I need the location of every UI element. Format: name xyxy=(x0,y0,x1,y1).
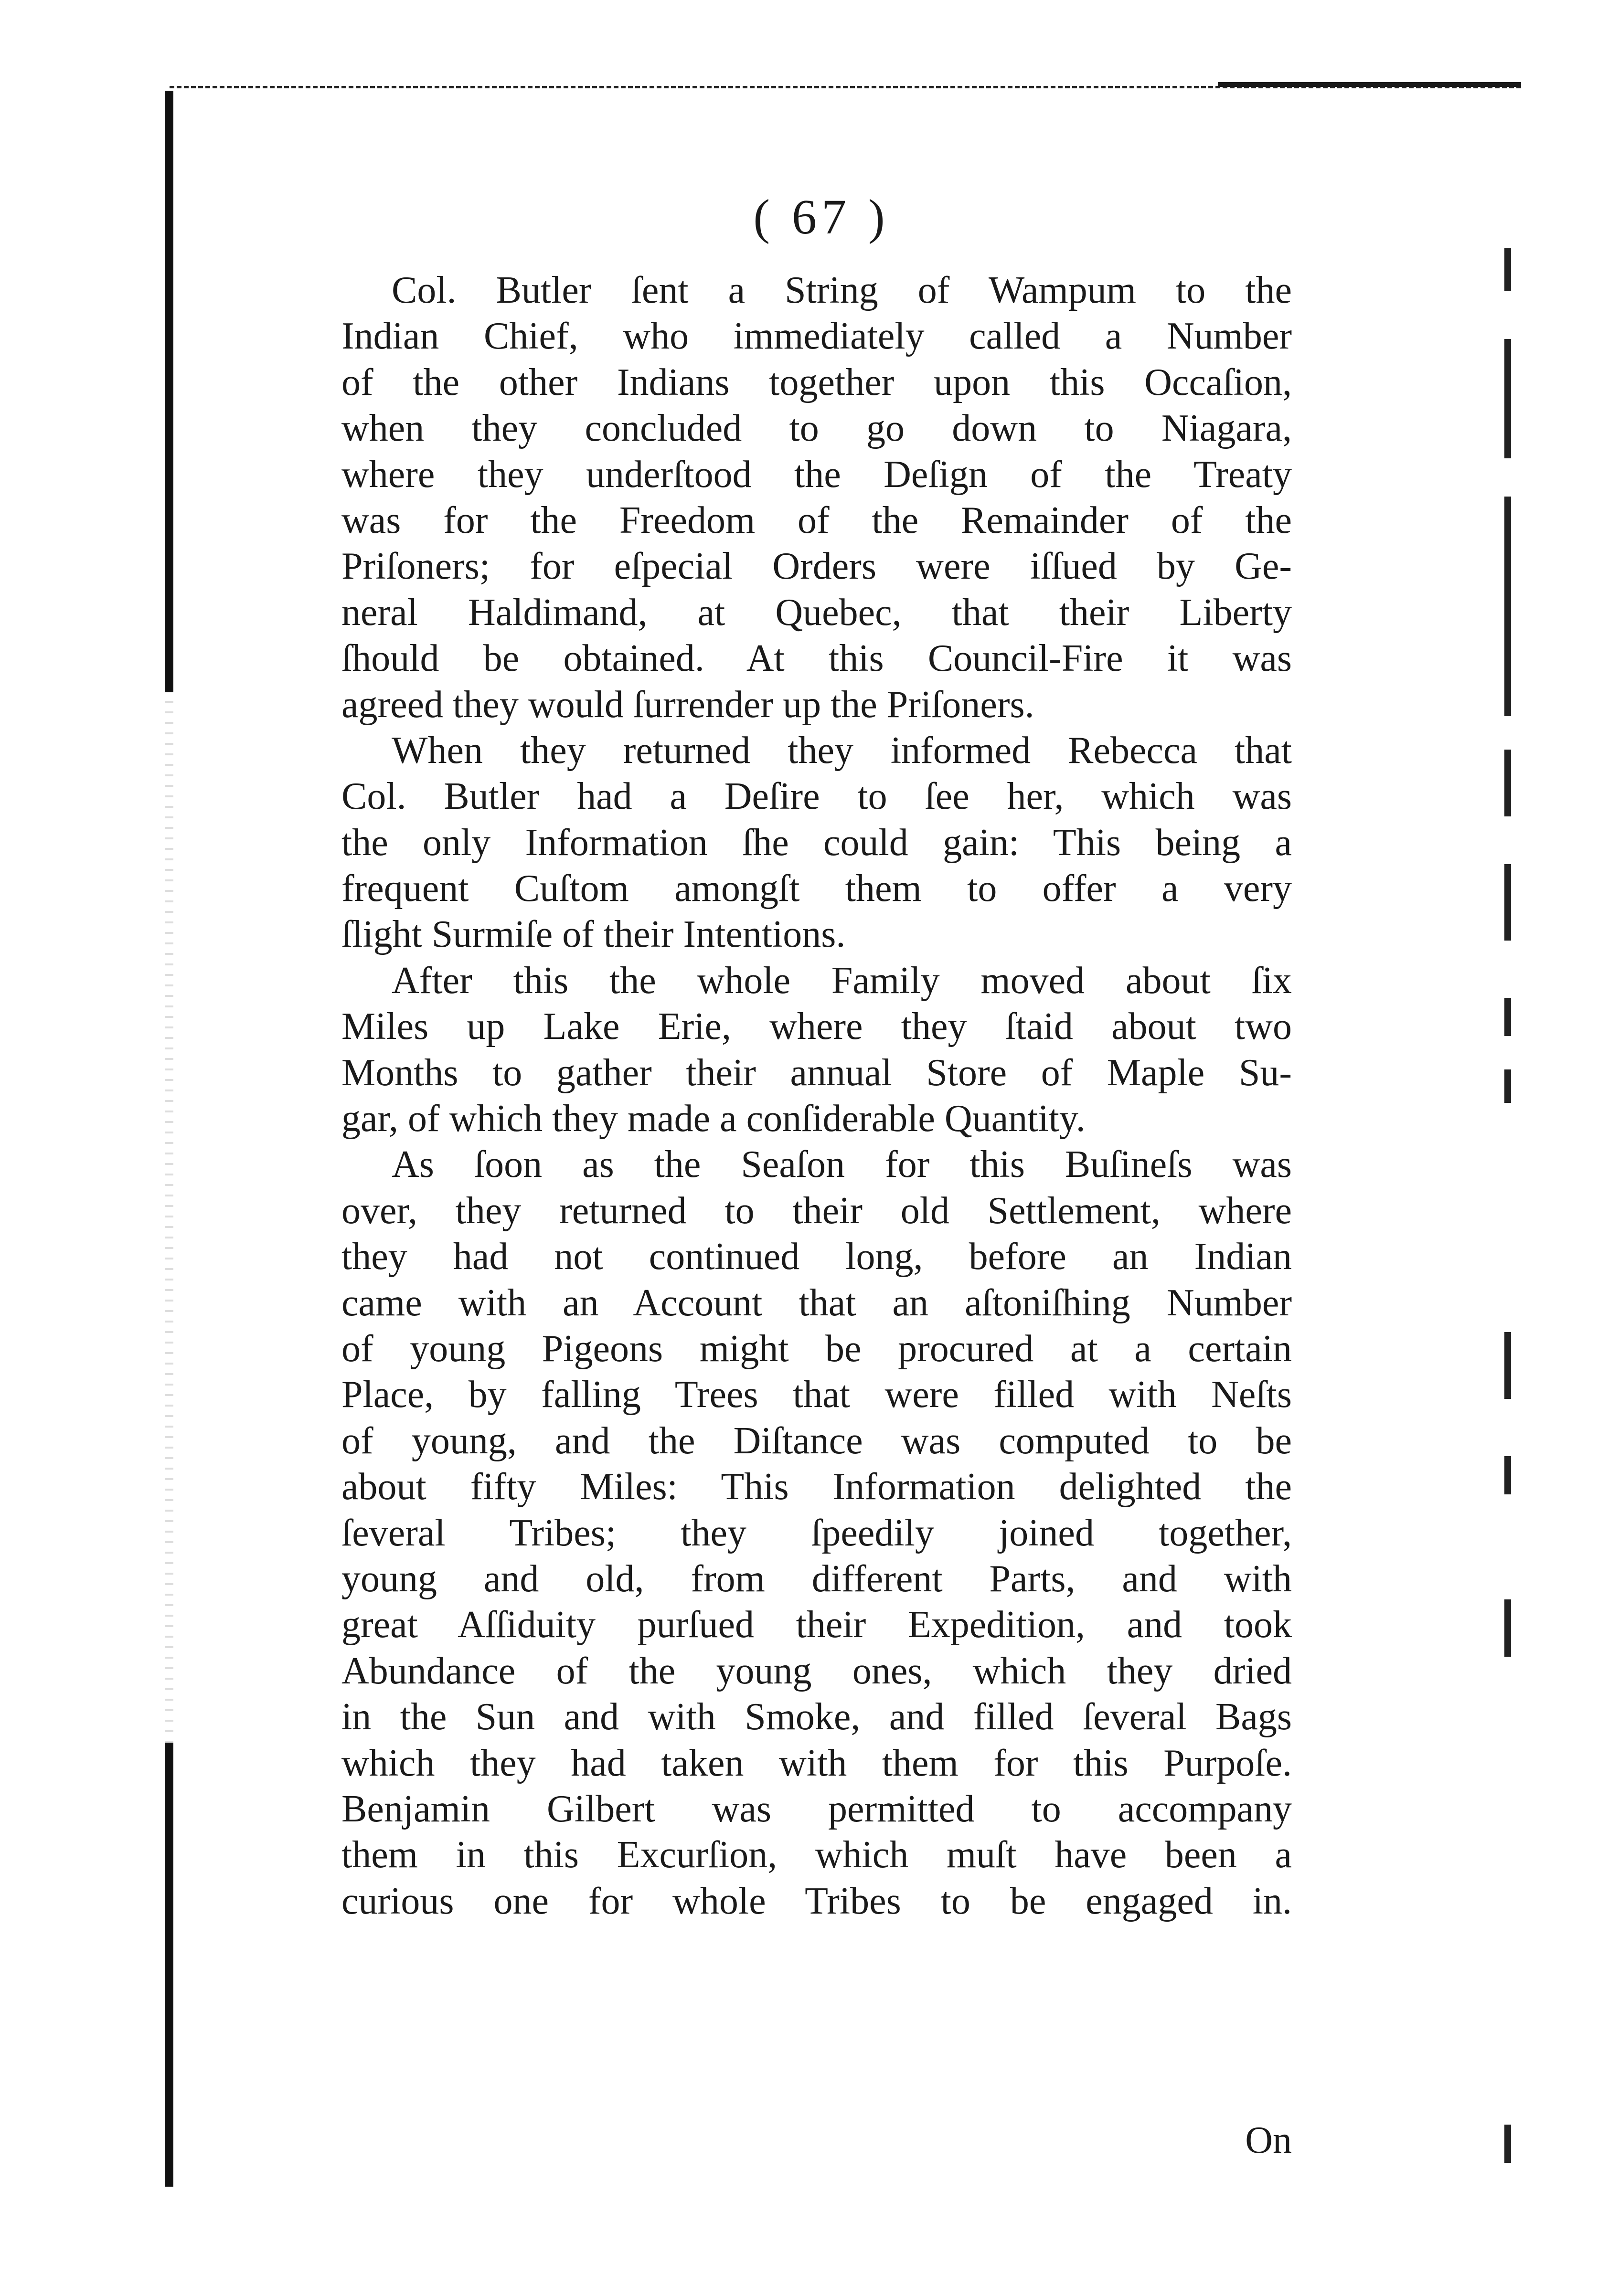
text-line: where they underſtood the Deſign of the Treaty xyxy=(341,453,1292,496)
text-line: ſhould be obtained. At this Council-Fire it was xyxy=(341,637,1292,680)
text-line: of young Pigeons might be procured at a certain xyxy=(341,1327,1292,1370)
text-line: As ſoon as the Seaſon for this Buſineſs was xyxy=(392,1143,1292,1186)
text-line: great Aſſiduity purſued their Expedition, and took xyxy=(341,1604,1292,1646)
text-line: agreed they would ſurrender up the Priſoners. xyxy=(341,683,1034,726)
text-line: they had not continued long, before an Indian xyxy=(341,1236,1292,1278)
text-line: Months to gather their annual Store of Maple Su- xyxy=(341,1051,1292,1094)
page-number: ( 67 ) xyxy=(753,190,890,244)
text-line: which they had taken with them for this Purpoſe. xyxy=(341,1742,1292,1784)
text-line: over, they returned to their old Settlement, where xyxy=(341,1189,1292,1232)
text-line: Indian Chief, who immediately called a Number xyxy=(341,315,1292,358)
text-line: of the other Indians together upon this Occaſion, xyxy=(341,361,1292,403)
catchword: On xyxy=(1245,2119,1292,2161)
text-line: about fifty Miles: This Information delighted the xyxy=(341,1466,1292,1508)
text-line: was for the Freedom of the Remainder of the xyxy=(341,499,1292,541)
text-line: of young, and the Diſtance was computed to be xyxy=(341,1419,1292,1462)
text-line: ſlight Surmiſe of their Intentions. xyxy=(341,913,846,956)
text-line: When they returned they informed Rebecca that xyxy=(392,729,1292,772)
left-page-edge-lower xyxy=(165,1743,173,2187)
text-line: came with an Account that an aſtoniſhing Number xyxy=(341,1281,1292,1324)
top-border-rule-solid xyxy=(1218,82,1521,87)
left-page-edge-gap xyxy=(165,692,173,1743)
text-line: the only Information ſhe could gain: This being a xyxy=(341,821,1292,864)
text-line: Abundance of the young ones, which they dried xyxy=(341,1650,1292,1692)
text-line: gar, of which they made a conſiderable Quantity. xyxy=(341,1098,1086,1140)
text-line: curious one for whole Tribes to be engaged in. xyxy=(341,1880,1292,1922)
text-line: in the Sun and with Smoke, and filled ſeveral Bags xyxy=(341,1696,1292,1738)
text-line: ſeveral Tribes; they ſpeedily joined together, xyxy=(341,1512,1292,1554)
text-line: young and old, from different Parts, and with xyxy=(341,1557,1292,1600)
text-line: After this the whole Family moved about ſix xyxy=(392,959,1292,1002)
text-line: Place, by falling Trees that were filled with Neſts xyxy=(341,1374,1292,1416)
text-line: Col. Butler had a Deſire to ſee her, which was xyxy=(341,775,1292,818)
right-page-edge xyxy=(1504,91,1523,2230)
text-line: Priſoners; for eſpecial Orders were iſſued by Ge- xyxy=(341,545,1292,588)
text-line: neral Haldimand, at Quebec, that their Liberty xyxy=(341,591,1292,634)
text-line: Miles up Lake Erie, where they ſtaid about two xyxy=(341,1005,1292,1048)
text-line: Col. Butler ſent a String of Wampum to the xyxy=(392,269,1292,311)
text-line: Benjamin Gilbert was permitted to accompany xyxy=(341,1788,1292,1830)
text-line: them in this Excurſion, which muſt have been a xyxy=(341,1834,1292,1876)
body-text xyxy=(341,267,1292,1924)
text-line: when they concluded to go down to Niagara, xyxy=(341,407,1292,450)
text-line: frequent Cuſtom amongſt them to offer a very xyxy=(341,868,1292,910)
